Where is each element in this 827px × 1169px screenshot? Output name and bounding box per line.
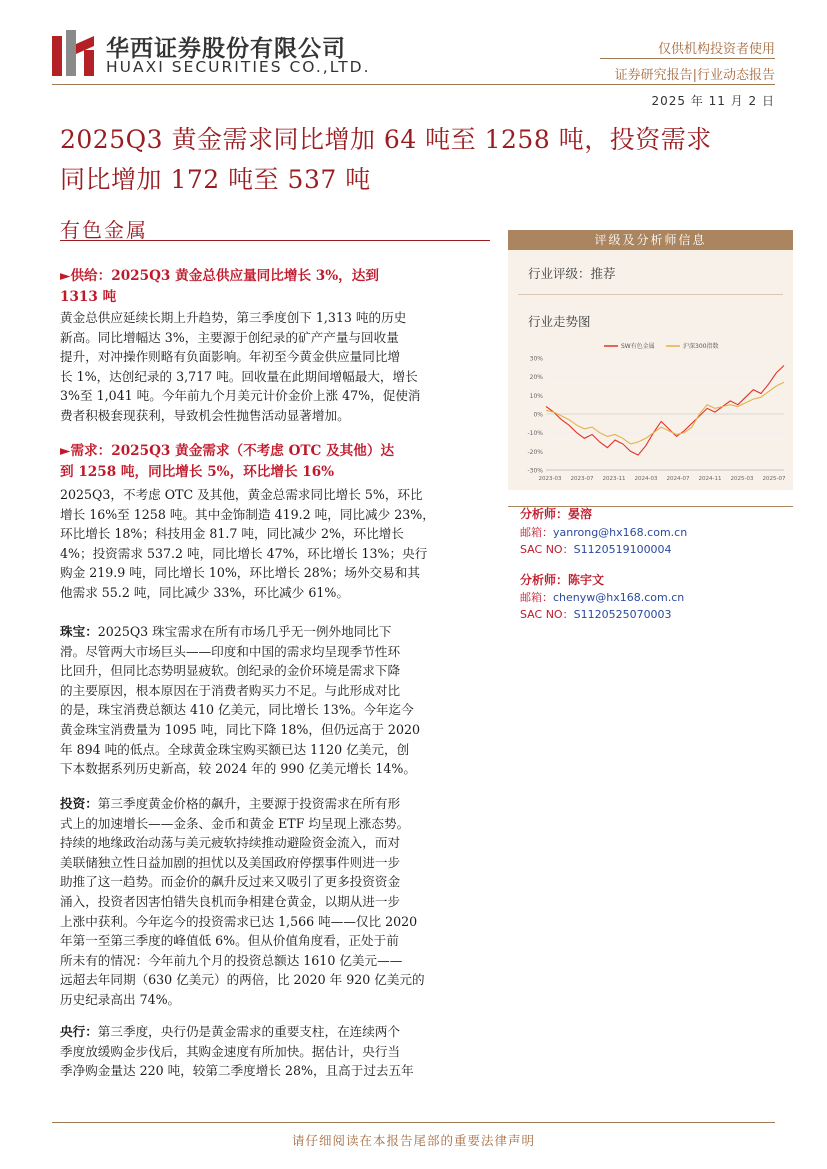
body-line: 的主要原因，根本原因在于消费者购买力不足。与此形成对比 xyxy=(60,682,401,698)
series-line-1 xyxy=(546,366,784,456)
rating-box-title: 评级及分析师信息 xyxy=(508,230,793,250)
header-divider-short xyxy=(600,58,775,59)
supply-body xyxy=(60,308,490,426)
industry-rating: 行业评级：推荐 xyxy=(528,266,616,281)
central-bank-paragraph xyxy=(60,1022,490,1081)
body-line: 购金 219.9 吨，同比增长 10%，环比增长 28%；场外交易和其 xyxy=(60,565,420,581)
usage-note: 仅供机构投资者使用 xyxy=(657,42,775,57)
body-line: 滑。尽管两大市场巨头——印度和中国的需求均呈现季节性环 xyxy=(60,643,401,659)
demand-body xyxy=(60,485,490,603)
jewelry-paragraph xyxy=(60,622,490,779)
body-line: 珠宝：2025Q3 珠宝需求在所有市场几乎无一例外地同比下 xyxy=(60,624,392,639)
body-line: 美联储独立性日益加剧的担忧以及美国政府停摆事件则进一步 xyxy=(60,854,401,870)
x-tick-label: 2025-03 xyxy=(730,476,754,482)
analyst-2-email-link[interactable]: chenyw@hx168.com.cn xyxy=(553,591,685,604)
industry-underline xyxy=(60,240,490,241)
header-divider xyxy=(52,84,775,85)
company-name-en: HUAXI SECURITIES CO.,LTD. xyxy=(106,58,371,76)
x-tick-label: 2024-11 xyxy=(698,476,722,482)
body-line: 涌入，投资者因害怕错失良机而争相建仓黄金，以期从进一步 xyxy=(60,893,401,909)
analyst-2-email: 邮箱：chenyw@hx168.com.cn xyxy=(520,591,685,604)
body-line: 远超去年同期（630 亿美元）的两倍，比 2020 年 920 亿美元的 xyxy=(60,972,425,988)
x-tick-label: 2023-11 xyxy=(602,476,626,482)
body-line: 黄金总供应延续长期上升趋势，第三季度创下 1,313 吨的历史 xyxy=(60,310,407,325)
trend-chart xyxy=(516,336,790,486)
body-line: 年第一至第三季度的峰值低 6%。但从价值角度看，正处于前 xyxy=(60,933,399,949)
report-title-line1: 2025Q3 黄金需求同比增加 64 吨至 1258 吨，投资需求 xyxy=(60,125,712,154)
body-line: 助推了这一趋势。而金价的飙升反过来又吸引了更多投资资金 xyxy=(60,874,401,890)
x-tick-label: 2023-03 xyxy=(538,476,562,482)
legend-label: SW有色金属 xyxy=(621,343,655,350)
y-tick-label: -20% xyxy=(527,448,543,456)
supply-heading xyxy=(60,266,490,308)
body-line: 长 1%，达创纪录的 3,717 吨。回收量在此期间增幅最大，增长 xyxy=(60,368,418,384)
footer-divider xyxy=(52,1122,775,1123)
body-line: 季净购金量达 220 吨，较第二季度增长 28%，且高于过去五年 xyxy=(60,1063,414,1079)
body-line: 环比增长 18%；科技用金 81.7 吨，同比减少 2%，环比增长 xyxy=(60,526,404,542)
central-bank-lead: 央行： xyxy=(60,1024,98,1039)
y-tick-label: 10% xyxy=(529,392,543,400)
report-type: 证券研究报告|行业动态报告 xyxy=(614,68,775,83)
body-line: 比回升，但同比态势明显疲软。创纪录的金价环境是需求下降 xyxy=(60,663,401,679)
body-line: 投资：第三季度黄金价格的飙升，主要源于投资需求在所有形 xyxy=(60,796,401,811)
industry-label: 有色金属 xyxy=(60,218,148,242)
analyst-1-sac: SAC NO：S1120519100004 xyxy=(520,543,672,556)
body-line: 所未有的情况：今年前九个月的投资总额达 1610 亿美元—— xyxy=(60,952,403,968)
supply-heading-line2: 1313 吨 xyxy=(60,289,117,305)
analyst-2-name: 分析师：陈宇文 xyxy=(520,573,605,587)
y-tick-label: -10% xyxy=(527,430,543,438)
body-line: 持续的地缘政治动荡与美元疲软持续推动避险资金流入，而对 xyxy=(60,835,401,851)
x-tick-label: 2025-07 xyxy=(762,476,786,482)
body-line: 式上的加速增长——金条、金币和黄金 ETF 均呈现上涨态势。 xyxy=(60,815,410,831)
body-line: 黄金珠宝消费量为 1095 吨，同比下降 18%，但仍远高于 2020 xyxy=(60,721,420,737)
demand-heading xyxy=(60,441,490,483)
body-line: 历史纪录高出 74%。 xyxy=(60,991,181,1007)
analyst-1-email-link[interactable]: yanrong@hx168.com.cn xyxy=(553,526,688,539)
body-line: 2025Q3，不考虑 OTC 及其他，黄金总需求同比增长 5%，环比 xyxy=(60,487,423,502)
body-line: 他需求 55.2 吨，同比减少 33%，环比减少 61%。 xyxy=(60,584,349,600)
body-line: 费者积极套现获利，导致机会性抛售活动显著增加。 xyxy=(60,407,350,423)
x-tick-label: 2024-07 xyxy=(666,476,690,482)
body-line: 3%至 1,041 吨。今年前九个月美元计价金价上涨 47%，促使消 xyxy=(60,388,421,404)
analyst-1-name: 分析师：晏溶 xyxy=(520,507,593,521)
demand-heading-line2: 到 1258 吨，同比增长 5%，环比增长 16% xyxy=(60,464,335,480)
body-line: 增长 16%至 1258 吨。其中金饰制造 419.2 吨，同比减少 23%， xyxy=(60,506,435,522)
y-tick-label: 0% xyxy=(533,411,543,419)
legend-label: 沪深300指数 xyxy=(683,343,719,350)
report-date: 2025 年 11 月 2 日 xyxy=(651,94,775,108)
trend-chart-title: 行业走势图 xyxy=(528,314,591,329)
investment-paragraph xyxy=(60,794,490,1010)
analyst-1-email: 邮箱：yanrong@hx168.com.cn xyxy=(520,526,688,539)
analyst-2-sac: SAC NO：S1120525070003 xyxy=(520,608,672,621)
series-line-2 xyxy=(546,382,784,444)
company-name-cn: 华西证券股份有限公司 xyxy=(106,36,346,62)
legal-notice-footer: 请仔细阅读在本报告尾部的重要法律声明 xyxy=(291,1133,535,1148)
y-tick-label: 30% xyxy=(529,355,543,363)
body-line: 上涨中获利。今年迄今的投资需求已达 1,566 吨——仅比 2020 xyxy=(60,913,418,929)
body-line: 的是，珠宝消费总额达 410 亿美元，同比增长 13%。今年迄今 xyxy=(60,702,414,718)
jewelry-lead: 珠宝： xyxy=(60,624,98,639)
report-title-line2: 同比增加 172 吨至 537 吨 xyxy=(60,165,371,194)
body-line: 下本数据系列历史新高，较 2024 年的 990 亿美元增长 14%。 xyxy=(60,761,416,777)
supply-heading-line1: ►供给：2025Q3 黄金总供应量同比增长 3%，达到 xyxy=(60,268,379,284)
y-tick-label: 20% xyxy=(529,374,543,382)
x-tick-label: 2023-07 xyxy=(570,476,594,482)
body-line: 新高。同比增幅达 3%，主要源于创纪录的矿产产量与回收量 xyxy=(60,329,399,345)
investment-lead: 投资： xyxy=(60,796,98,811)
x-tick-label: 2024-03 xyxy=(634,476,658,482)
rating-divider xyxy=(518,294,783,295)
body-line: 央行：第三季度，央行仍是黄金需求的重要支柱，在连续两个 xyxy=(60,1024,401,1039)
body-line: 4%；投资需求 537.2 吨，同比增长 47%，环比增长 13%；央行 xyxy=(60,545,428,561)
body-line: 季度放缓购金步伐后，其购金速度有所加快。据估计，央行当 xyxy=(60,1043,401,1059)
huaxi-logo-icon xyxy=(52,30,94,76)
rating-value: 推荐 xyxy=(590,266,616,281)
body-line: 年 894 吨的低点。全球黄金珠宝购买额已达 1120 亿美元，创 xyxy=(60,741,410,757)
y-tick-label: -30% xyxy=(527,467,543,475)
body-line: 提升，对冲操作则略有负面影响。年初至今黄金供应量同比增 xyxy=(60,349,401,365)
demand-heading-line1: ►需求：2025Q3 黄金需求（不考虑 OTC 及其他）达 xyxy=(60,443,395,459)
